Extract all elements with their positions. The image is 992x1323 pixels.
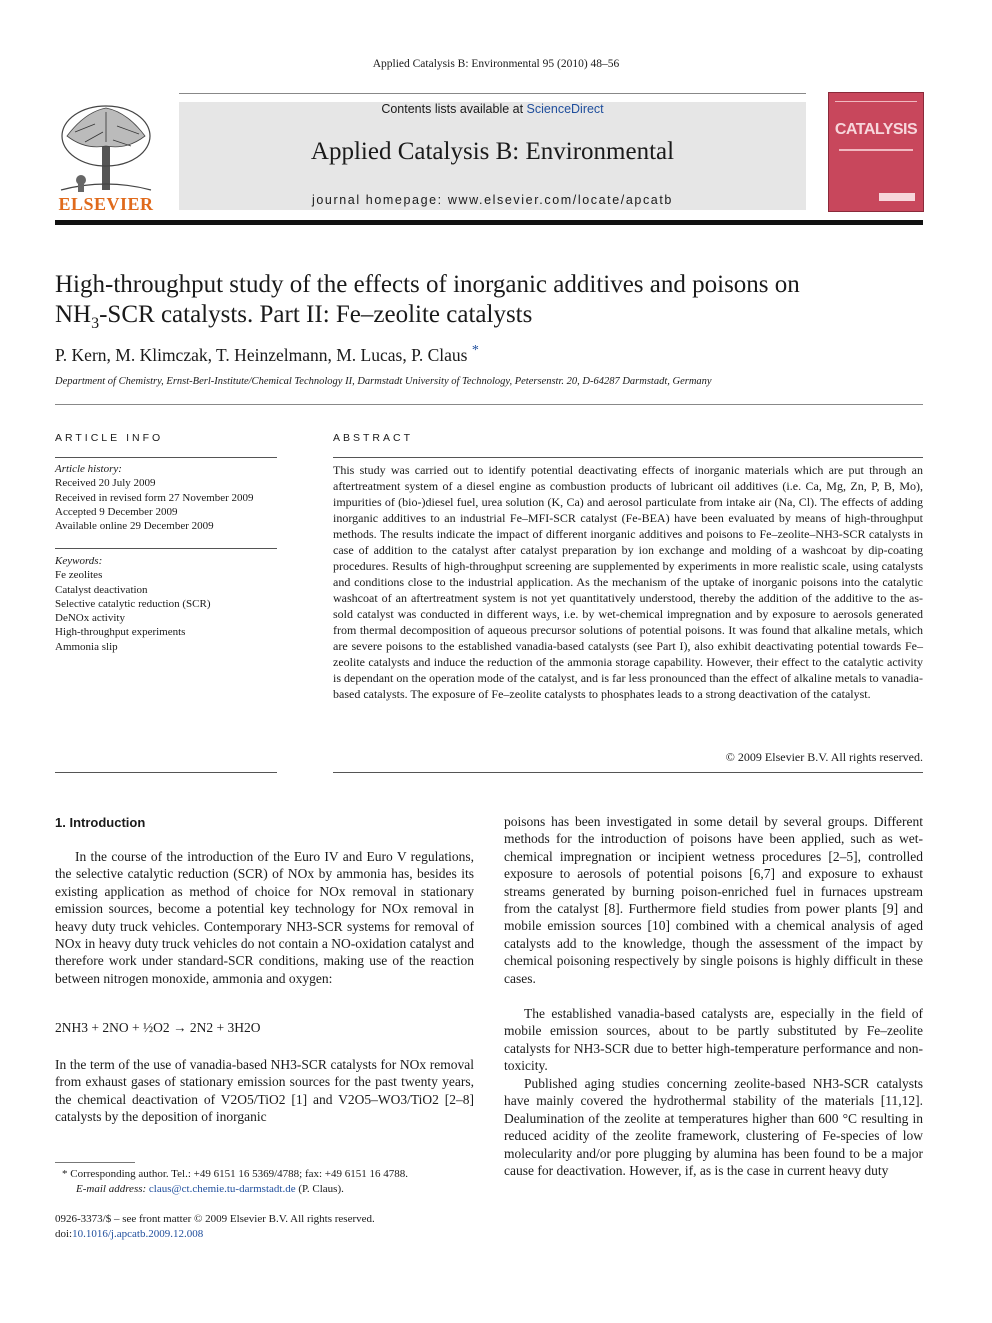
intro-paragraph-4: The established vanadia-based catalysts are, especially in the field of mobile emission sources, about to be partly substituted by Fe–zeolite catalysts for NH3-SCR due to better high-temperature performance and non-toxicity. xyxy=(504,1006,923,1074)
sciencedirect-link[interactable]: ScienceDirect xyxy=(526,102,604,116)
journal-citation: Applied Catalysis B: Environmental 95 (2010) 48–56 xyxy=(372,58,620,70)
doi-link[interactable]: 10.1016/j.apcatb.2009.12.008 xyxy=(72,1228,204,1240)
article-history: Article history: Received 20 July 2009 Received in revised form 27 November 2009 Accepted 9 December 2009 Available online 29 December 2009 xyxy=(55,462,285,533)
title-line-1: High-throughput study of the effects of inorganic additives and poisons on xyxy=(55,271,800,298)
intro-paragraph-1: In the course of the introduction of the Euro IV and Euro V regulations, the selective catalytic reduction (SCR) of NOx by ammonia has, besides its existing application as method of choice for NOx removal in stationary emission sources, become a potential key technology for NOx removal in heavy duty truck vehicles. Contemporary NH3-SCR systems for removal of NOx in heavy duty truck vehicles do not contain a NO-oxidation catalyst and therefore work under standard-SCR conditions, making use of the reaction between nitrogen monoxide, ammonia and oxygen: xyxy=(55,849,474,986)
keyword: DeNOx activity xyxy=(55,612,125,625)
intro-paragraph-3: poisons has been investigated in some detail by several groups. Different methods for the introduction of poisons have been applied, such as wet-chemical impregnation or incipient wetness procedures [2–5], controlled exposure to aerosols of potential poisons [6,7] and exposure to exhaust streams generated by burning poison-enriched fuel in furnaces upstream from the catalyst [8]. Furthermore field studies from power plants [9] and mobile emission sources [10] combined with a chemical analysis of aged catalysts add to the knowledge, though the assessment of the impact by chemical poisoning respectively by single poisons is highly difficult in these cases. xyxy=(504,814,923,986)
article-title: High-throughput study of the effects of inorganic additives and poisons on $NH_3$-SCR catalysts. Part II: Fe–zeolite catalysts xyxy=(55,271,800,332)
contents-line xyxy=(179,102,806,116)
author-list: P. Kern, M. Klimczak, T. Heinzelmann, M. Lucas, P. Claus * xyxy=(55,343,479,365)
title-line-2: -SCR catalysts. Part II: Fe–zeolite catalysts xyxy=(99,301,533,328)
keyword: Catalyst deactivation xyxy=(55,583,148,596)
history-item: Accepted 9 December 2009 xyxy=(55,505,178,518)
reaction-equation: 2NH3 + 2NO + ½O2 → 2N2 + 3H2O xyxy=(55,1020,261,1035)
journal-cover xyxy=(828,92,924,212)
title-rule xyxy=(55,404,923,405)
keyword: High-throughput experiments xyxy=(55,626,186,639)
intro-paragraph-5: Published aging studies concerning zeolite-based NH3-SCR catalysts have mainly covered the hydrothermal stability of the materials [11,12]. Dealumination of the zeolite at temperatures higher than 600 °C resulting in reduced acidity of the zeolite framework, clustering of Fe-species of low molecularity and/or pore plugging by alumina has been found to be a major cause for deactivation. However, if, as is the case in current heavy duty xyxy=(504,1076,923,1179)
section-heading-introduction: 1. Introduction xyxy=(55,815,146,830)
email-footnote: E-mail address: claus@ct.chemie.tu-darmstadt.de (P. Claus). xyxy=(76,1183,344,1195)
publisher-name: ELSEVIER xyxy=(58,194,154,214)
elsevier-logo xyxy=(55,102,157,214)
intro-paragraph-2: In the term of the use of vanadia-based NH3-SCR catalysts for NOx removal from exhaust gases of stationary emission sources for the past twenty years, the chemical deactivation of V2O5/TiO2 [1] and V2O5–WO3/TiO2 [2–8] catalysts by the deposition of inorganic xyxy=(55,1057,474,1125)
keywords: Keywords: Fe zeolites Catalyst deactivation Selective catalytic reduction (SCR) DeNOx activity High-throughput experiments Ammonia slip xyxy=(55,554,285,654)
corresponding-author-mark[interactable]: * xyxy=(471,343,479,358)
journal-title: Applied Catalysis B: Environmental xyxy=(310,138,675,165)
doi-line: doi:10.1016/j.apcatb.2009.12.008 xyxy=(55,1228,204,1240)
keyword: Fe zeolites xyxy=(55,569,103,582)
journal-homepage[interactable]: journal homepage: www.elsevier.com/locate/apcatb xyxy=(312,193,673,207)
header-thick-rule xyxy=(55,220,923,225)
keyword: Selective catalytic reduction (SCR) xyxy=(55,597,211,610)
history-item: Received 20 July 2009 xyxy=(55,477,156,490)
corresponding-author-footnote: * Corresponding author. Tel.: +49 6151 16 5369/4788; fax: +49 6151 16 4788. xyxy=(62,1168,408,1180)
history-item: Available online 29 December 2009 xyxy=(55,520,214,533)
abstract-heading: ABSTRACT xyxy=(333,432,414,444)
email-link[interactable]: claus@ct.chemie.tu-darmstadt.de xyxy=(148,1183,296,1195)
contents-prefix: Contents lists available at xyxy=(381,102,527,116)
history-item: Received in revised form 27 November 2009 xyxy=(55,491,254,504)
abstract-copyright: © 2009 Elsevier B.V. All rights reserved. xyxy=(725,750,923,764)
abstract-text: This study was carried out to identify potential deactivating effects of inorganic materials which are put through an aftertreatment system of a diesel engine as combustion products of lubricant oil additives (i.e. Ca, Mg, Zn, P, B, Mo), impurities of (bio-)diesel fuel, urea solution (K, Ca) and aerosol particulate from intake air (Na, Cl). The effects of adding inorganic additives to an industrial Fe–MFI-SCR catalyst (Fe-BEA) have been evaluated by means of high-throughput methods. The results indicate the impact of different inorganic additives and poisons to Fe–zeolite–NH3-SCR catalysts in case of addition to the catalyst after catalyst preparation by ion exchange and molding of a washcoat by dip-coating procedures. Results of high-throughput screening are supplemented by experiments in more realistic scale, using catalysts and conditions close to the industrial application. As the mechanism of the uptake of inorganic poisons into the catalytic washcoat of an aftertreatment system is not yet quantitatively understood, thereby the addition of the additive to the as-sold catalyst was conducted in different ways, i.e. by wet-chemical impregnation and by exposure to aerosols generated from thermal decomposition of aqueous precursor solutions of potential poisons. It was found that alkaline metals, which are severe poisons to the established vanadia-based catalysts (see Part I), also exhibit deactivating potential towards Fe–zeolite catalysts and induce the reduction of the ammonia storage capability. However, their effect to the catalytic activity is dependant on the operation mode of the catalyst, and is far less pronounced than the effect of alkaline metals to vanadia-based catalysts. The exposure of Fe–zeolite catalysts to phosphates leads to a strong deactivation of the catalyst. xyxy=(333,463,923,701)
issn-line: 0926-3373/$ – see front matter © 2009 Elsevier B.V. All rights reserved. xyxy=(55,1213,375,1225)
cover-title: CATALYSIS xyxy=(834,121,918,138)
affiliation: Department of Chemistry, Ernst-Berl-Institute/Chemical Technology II, Darmstadt University of Technology, Petersenstr. 20, D-64287 Darmstadt, Germany xyxy=(55,376,712,387)
header-rule xyxy=(179,93,806,94)
keyword: Ammonia slip xyxy=(55,640,118,653)
article-info-heading: ARTICLE INFO xyxy=(55,432,164,444)
